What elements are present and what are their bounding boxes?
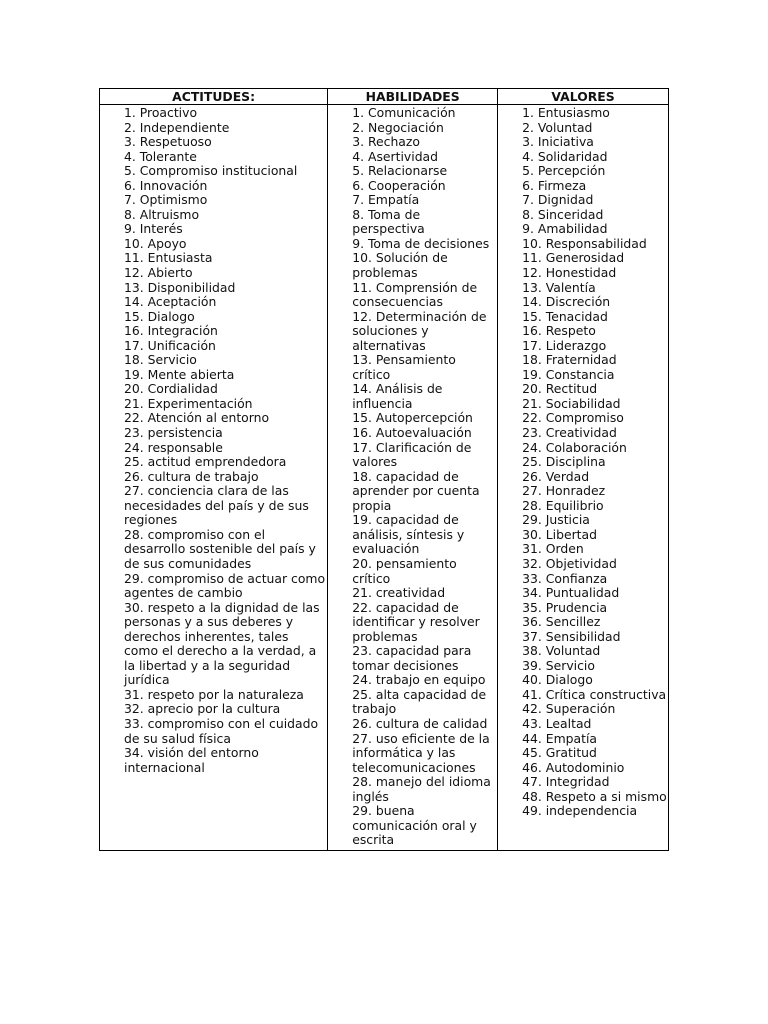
actitudes-item: 32. aprecio por la cultura: [124, 701, 281, 717]
valores-item: 36. Sencillez: [522, 614, 601, 630]
valores-item: 35. Prudencia: [522, 599, 608, 615]
valores-item: 23. Creatividad: [522, 425, 617, 441]
valores-item: 22. Compromiso: [522, 410, 624, 426]
valores-item: 7. Dignidad: [522, 192, 594, 208]
actitudes-item: 16. Integración: [124, 323, 218, 339]
habilidades-item: 26. cultura de calidad: [352, 715, 488, 731]
actitudes-item: 27. conciencia clara de las necesidades del país y de sus regiones: [124, 483, 309, 528]
valores-item: 38. Voluntad: [522, 643, 601, 659]
actitudes-item: 12. Abierto: [124, 265, 193, 281]
valores-item: 27. Honradez: [522, 483, 606, 499]
actitudes-item: 4. Tolerante: [124, 148, 197, 164]
actitudes-list: [124, 106, 325, 775]
habilidades-item: 11. Comprensión de consecuencias: [352, 279, 478, 310]
valores-item: 42. Superación: [522, 701, 616, 717]
valores-item: 4. Solidaridad: [522, 148, 608, 164]
valores-item: 21. Sociabilidad: [522, 395, 621, 411]
habilidades-item: 6. Cooperación: [352, 177, 446, 193]
valores-item: 15. Tenacidad: [522, 308, 608, 324]
actitudes-item: 17. Unificación: [124, 337, 216, 353]
habilidades-item: 18. capacidad de aprender por cuenta propia: [352, 468, 480, 513]
habilidades-item: 1. Comunicación: [352, 105, 456, 120]
habilidades-item: 8. Toma de perspectiva: [352, 206, 425, 237]
valores-item: 16. Respeto: [522, 323, 596, 339]
habilidades-item: 28. manejo del idioma inglés: [352, 774, 491, 804]
habilidades-list: [352, 106, 495, 848]
habilidades-item: 12. Determinación de soluciones y alternativas: [352, 308, 487, 353]
valores-item: 3. Iniciativa: [522, 134, 594, 150]
habilidades-item: 13. Pensamiento crítico: [352, 352, 456, 382]
habilidades-item: 24. trabajo en equipo: [352, 672, 486, 688]
actitudes-item: 3. Respetuoso: [124, 134, 212, 150]
actitudes-item: 28. compromiso con el desarrollo sostenible del país y de sus comunidades: [124, 526, 316, 571]
actitudes-item: 34. visión del entorno internacional: [124, 745, 259, 775]
habilidades-item: 29. buena comunicación oral y escrita: [352, 803, 477, 848]
header-actitudes: ACTITUDES:: [100, 89, 328, 105]
valores-item: 2. Voluntad: [522, 119, 593, 135]
habilidades-item: 25. alta capacidad de trabajo: [352, 686, 487, 717]
actitudes-item: 26. cultura de trabajo: [124, 468, 259, 484]
actitudes-item: 21. Experimentación: [124, 395, 253, 411]
habilidades-item: 15. Autopercepción: [352, 410, 473, 426]
valores-item: 6. Firmeza: [522, 177, 587, 193]
valores-item: 19. Constancia: [522, 366, 615, 382]
header-row: [100, 89, 669, 105]
habilidades-item: 7. Empatía: [352, 192, 420, 208]
habilidades-item: 5. Relacionarse: [352, 163, 448, 179]
valores-item: 20. Rectitud: [522, 381, 598, 397]
actitudes-item: 1. Proactivo: [124, 105, 198, 120]
habilidades-item: 17. Clarificación de valores: [352, 439, 472, 470]
valores-item: 11. Generosidad: [522, 250, 625, 266]
habilidades-item: 10. Solución de problemas: [352, 250, 448, 281]
actitudes-item: 5. Compromiso institucional: [124, 163, 298, 179]
actitudes-item: 10. Apoyo: [124, 235, 187, 251]
habilidades-item: 4. Asertividad: [352, 148, 439, 164]
attributes-table: [99, 88, 669, 851]
habilidades-item: 21. creatividad: [352, 585, 446, 601]
actitudes-item: 24. responsable: [124, 439, 223, 455]
valores-item: 45. Gratitud: [522, 745, 597, 761]
valores-item: 9. Amabilidad: [522, 221, 608, 237]
habilidades-item: 16. Autoevaluación: [352, 425, 472, 441]
valores-item: 13. Valentía: [522, 279, 596, 295]
valores-item: 34. Puntualidad: [522, 585, 620, 601]
valores-cell: [498, 105, 669, 851]
valores-item: 1. Entusiasmo: [522, 105, 610, 120]
actitudes-item: 31. respeto por la naturaleza: [124, 686, 304, 702]
actitudes-item: 19. Mente abierta: [124, 366, 235, 382]
valores-item: 37. Sensibilidad: [522, 628, 621, 644]
valores-item: 24. Colaboración: [522, 439, 627, 455]
habilidades-item: 9. Toma de decisiones: [352, 235, 490, 251]
valores-item: 28. Equilibrio: [522, 497, 604, 513]
valores-item: 30. Libertad: [522, 526, 597, 542]
actitudes-item: 18. Servicio: [124, 352, 197, 368]
actitudes-item: 7. Optimismo: [124, 192, 208, 208]
actitudes-item: 13. Disponibilidad: [124, 279, 236, 295]
actitudes-item: 30. respeto a la dignidad de las personas y a sus deberes y derechos inherentes, tales como el derecho a la verdad, a la libertad y a la seguridad jurídica: [124, 599, 320, 688]
actitudes-item: 11. Entusiasta: [124, 250, 213, 266]
actitudes-item: 25. actitud emprendedora: [124, 454, 287, 470]
habilidades-item: 23. capacidad para tomar decisiones: [352, 643, 472, 673]
actitudes-item: 20. Cordialidad: [124, 381, 218, 397]
habilidades-item: 19. capacidad de análisis, síntesis y evaluación: [352, 512, 465, 557]
valores-item: 5. Percepción: [522, 163, 606, 179]
habilidades-item: 14. Análisis de influencia: [352, 381, 443, 411]
valores-item: 31. Orden: [522, 541, 584, 557]
habilidades-item: 22. capacidad de identificar y resolver problemas: [352, 599, 480, 644]
header-habilidades: HABILIDADES: [328, 89, 498, 105]
valores-item: 40. Dialogo: [522, 672, 593, 688]
actitudes-cell: [100, 105, 328, 851]
valores-item: 43. Lealtad: [522, 715, 592, 731]
valores-item: 46. Autodominio: [522, 759, 625, 775]
actitudes-item: 22. Atención al entorno: [124, 410, 270, 426]
actitudes-item: 8. Altruismo: [124, 206, 200, 222]
valores-item: 47. Integridad: [522, 774, 610, 790]
valores-item: 12. Honestidad: [522, 265, 617, 281]
actitudes-item: 15. Dialogo: [124, 308, 195, 324]
habilidades-item: 20. pensamiento crítico: [352, 555, 457, 586]
valores-item: 14. Discreción: [522, 294, 611, 310]
valores-item: 10. Responsabilidad: [522, 235, 647, 251]
actitudes-item: 6. Innovación: [124, 177, 208, 193]
content-row: [100, 105, 669, 851]
actitudes-item: 33. compromiso con el cuidado de su salud física: [124, 715, 319, 746]
actitudes-item: 2. Independiente: [124, 119, 230, 135]
valores-item: 29. Justicia: [522, 512, 590, 528]
valores-item: 17. Liderazgo: [522, 337, 607, 353]
actitudes-item: 29. compromiso de actuar como agentes de cambio: [124, 570, 326, 601]
habilidades-cell: [328, 105, 498, 851]
valores-item: 25. Disciplina: [522, 454, 606, 470]
valores-item: 18. Fraternidad: [522, 352, 617, 368]
habilidades-item: 2. Negociación: [352, 119, 444, 135]
valores-item: 44. Empatía: [522, 730, 597, 746]
valores-item: 33. Confianza: [522, 570, 608, 586]
actitudes-item: 14. Aceptación: [124, 294, 217, 310]
valores-item: 8. Sinceridad: [522, 206, 604, 222]
valores-list: [522, 106, 668, 819]
valores-item: 26. Verdad: [522, 468, 590, 484]
valores-item: 41. Crítica constructiva: [522, 686, 667, 702]
header-valores: VALORES: [498, 89, 669, 105]
habilidades-item: 27. uso eficiente de la informática y las telecomunicaciones: [352, 730, 490, 775]
valores-item: 49. independencia: [522, 803, 638, 819]
habilidades-item: 3. Rechazo: [352, 134, 420, 150]
actitudes-item: 23. persistencia: [124, 425, 223, 441]
valores-item: 32. Objetividad: [522, 555, 617, 571]
valores-item: 39. Servicio: [522, 657, 595, 673]
actitudes-item: 9. Interés: [124, 221, 183, 237]
valores-item: 48. Respeto a si mismo: [522, 788, 667, 804]
